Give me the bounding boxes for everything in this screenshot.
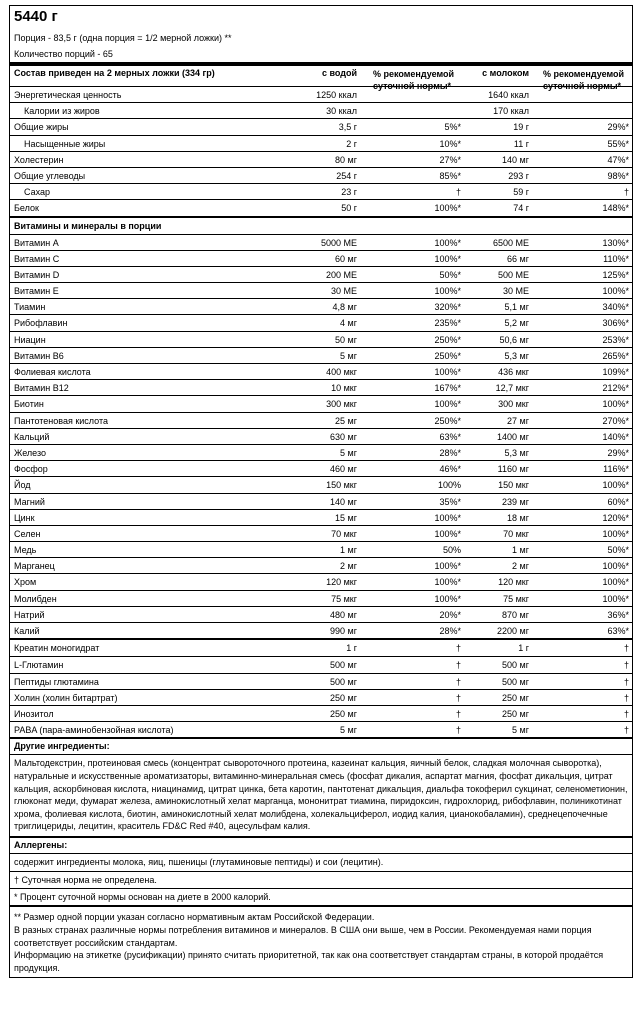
value-milk: 150 мкг [498, 480, 529, 491]
vitamin-row [10, 573, 632, 589]
value-milk: 5,3 мг [504, 447, 529, 458]
other-ingredients-text: Мальтодекстрин, протеиновая смесь (концентрат сывороточного протеина, казеинат кальция, яичный белок, сладкая молочная сыворотка), натуральные и искусственные ароматизаторы, витаминно-минеральная смесь (фосфат дикалия, аспартат магния, фосфат дикальция, цитрат кальция, аскорбиновая кислота, ниацинамид, цитрат цинка, бета каротин, пантотенат дикальция, диальфа токоферил сукцинат, селенометионин, глюконат меди, фумарат железа, аминокислотный хелат марганца, мононитрат тиамина, пиридоксин, гидрохлорид, рибофлавин, полиникотинат хрома, фолиевая кислота, биотин, аминокислотный хелат молибдена, холекальциферол, иодид калия, цианокобаламин), среднецепочечные триглицериды, лецитин, краситель FD&C Red #40, ацесульфам калия. [14, 758, 628, 832]
dv-milk: † [623, 660, 629, 671]
value-water: 70 мкг [331, 528, 357, 539]
dv-water: 100% [437, 480, 461, 491]
value-milk: 436 мкг [498, 367, 529, 377]
value-water: 3,5 г [338, 122, 357, 133]
macro-row [10, 102, 632, 118]
value-milk: 5,1 мг [504, 302, 529, 313]
nutrient-name: Калории из жиров [24, 106, 100, 117]
dv-water: 63%* [439, 431, 461, 442]
servings-count: Количество порций - 65 [14, 49, 113, 59]
star-note: * Процент суточной нормы основан на диете в 2000 калорий. [10, 888, 632, 905]
dv-water: † [455, 660, 461, 671]
value-milk: 18 мг [507, 512, 529, 523]
value-water: 630 мг [330, 431, 357, 442]
vitamin-row [10, 331, 632, 347]
nutrient-name: Витамин E [14, 286, 59, 297]
dv-milk: 125%* [602, 269, 629, 280]
dv-water: † [455, 187, 461, 198]
dv-milk: † [623, 187, 629, 198]
nutrient-name: Молибден [14, 593, 57, 604]
value-water: 990 мг [330, 626, 357, 636]
value-milk: 50,6 мг [499, 334, 529, 345]
product-weight: 5440 г [14, 8, 58, 25]
nutrient-name: Натрий [14, 609, 45, 620]
dv-water: 235%* [434, 318, 461, 329]
dv-milk: 47%* [607, 154, 629, 165]
value-water: 300 мкг [326, 399, 357, 410]
value-milk: 2 мг [512, 561, 529, 572]
value-milk: 239 мг [502, 496, 529, 507]
value-water: 60 мг [335, 253, 357, 264]
value-water: 5 мг [340, 447, 357, 458]
nutrient-name: Марганец [14, 561, 55, 572]
dv-milk: 60%* [607, 496, 629, 507]
vitamin-row [10, 622, 632, 638]
macros-section [10, 86, 632, 216]
dv-milk: 140%* [602, 431, 629, 442]
allergens [10, 836, 632, 872]
dv-milk: 340%* [602, 302, 629, 313]
nutrient-name: Креатин моногидрат [14, 643, 100, 654]
value-milk: 500 МЕ [497, 269, 529, 280]
dv-milk [533, 103, 632, 118]
dv-water: 100%* [434, 528, 461, 539]
nutrient-name: Витамин B6 [14, 350, 64, 361]
value-milk: 1 мг [512, 545, 529, 556]
dv-water: 35%* [439, 496, 461, 507]
dv-milk: 148%* [602, 203, 629, 214]
value-milk: 5,2 мг [504, 318, 529, 329]
dv-water: † [455, 643, 461, 654]
footer-notes [10, 905, 632, 977]
value-milk: 2200 мг [497, 626, 529, 636]
vitamin-row [10, 606, 632, 622]
vitamin-row [10, 234, 632, 250]
dv-water [361, 87, 464, 102]
vitamin-row [10, 379, 632, 395]
vitamin-row [10, 395, 632, 411]
value-milk: 1160 мг [497, 464, 529, 475]
nutrient-name: Белок [14, 203, 39, 214]
dv-water-header-line1: % рекомендуемой [373, 69, 455, 79]
dv-milk: † [623, 708, 629, 719]
dv-water: † [455, 725, 461, 736]
dv-water: 100%* [434, 286, 461, 297]
value-milk: 1 г [518, 643, 529, 654]
vitamin-row [10, 298, 632, 314]
value-milk: 5,3 мг [504, 350, 529, 361]
allergens-title: Аллергены: [10, 838, 632, 854]
dv-water: 10%* [439, 138, 461, 149]
nutrient-name: PABA (пара-аминобензойная кислота) [14, 725, 174, 736]
other-ingredients [10, 737, 632, 836]
vitamins-title: Витамины и минералы в порции [10, 216, 632, 234]
vitamin-row [10, 444, 632, 460]
dv-milk: 63%* [607, 626, 629, 636]
value-water: 50 мг [335, 334, 357, 345]
dv-water: 100%* [434, 577, 461, 588]
dv-water: 85%* [439, 170, 461, 181]
serving-size: Порция - 83,5 г (одна порция = 1/2 мерной ложки) ** [14, 33, 232, 43]
other-ingredients-title: Другие ингредиенты: [10, 739, 632, 755]
value-milk: 6500 МЕ [492, 237, 529, 248]
footer-line-2: В разных странах различные нормы потребления витаминов и минералов. В США они выше, чем в России. Рекомендуемая нами порция соответствует российским стандартам. [14, 925, 592, 948]
nutrient-name: Холестерин [14, 154, 64, 165]
value-milk: 30 МЕ [502, 286, 529, 297]
vitamin-row [10, 363, 632, 379]
dv-milk: 100%* [602, 528, 629, 539]
vitamin-row [10, 509, 632, 525]
nutrient-name: Фолиевая кислота [14, 367, 91, 377]
value-milk: 140 мг [502, 154, 529, 165]
dv-water: 27%* [439, 154, 461, 165]
dv-milk: 100%* [602, 577, 629, 588]
dv-water [361, 103, 464, 118]
dv-milk: 109%* [602, 367, 629, 377]
dv-milk: 29%* [607, 122, 629, 133]
dv-water: 28%* [439, 626, 461, 636]
value-milk: 74 г [513, 203, 529, 214]
nutrient-name: Железо [14, 447, 46, 458]
dv-water: 100%* [434, 561, 461, 572]
value-water: 4,8 мг [332, 302, 357, 313]
nutrient-name: Ниацин [14, 334, 46, 345]
dv-milk: 50%* [607, 545, 629, 556]
nutrient-name: Магний [14, 496, 45, 507]
nutrient-name: Общие углеводы [14, 170, 86, 181]
nutrient-name: Рибофлавин [14, 318, 68, 329]
nutrient-name: Пептиды глютамина [14, 676, 99, 687]
nutrient-name: Общие жиры [14, 122, 69, 133]
value-milk: 500 мг [502, 676, 529, 687]
dv-milk: † [623, 643, 629, 654]
footer-line-1: ** Размер одной порции указан согласно нормативным актам Российской Федерации. [14, 912, 375, 923]
nutrient-name: Селен [14, 528, 41, 539]
nutrient-name: Йод [14, 480, 31, 491]
dv-milk: 130%* [602, 237, 629, 248]
extra-row [10, 673, 632, 689]
dv-milk: 55%* [607, 138, 629, 149]
value-water: 5000 МЕ [320, 237, 357, 248]
vitamin-row [10, 460, 632, 476]
value-milk: 300 мкг [498, 399, 529, 410]
value-water: 10 мкг [331, 383, 357, 394]
value-water: 480 мг [330, 609, 357, 620]
nutrient-name: Цинк [14, 512, 35, 523]
dv-water: 100%* [434, 203, 461, 214]
value-water: 50 г [341, 203, 357, 214]
value-water: 250 мг [330, 708, 357, 719]
dv-water: 250%* [434, 334, 461, 345]
dv-milk: 100%* [602, 286, 629, 297]
value-water: 75 мкг [331, 593, 357, 604]
dv-water: 320%* [434, 302, 461, 313]
nutrient-name: Хром [14, 577, 37, 588]
composition-header: Состав приведен на 2 мерных ложки (334 гр) [14, 68, 215, 78]
footer-line-3: Информацию на этикетке (русификации) принято считать приоритетной, так как она соответствует стандартам страны, в которой продаётся продукция. [14, 950, 604, 973]
value-water: 254 г [336, 170, 357, 181]
dv-milk: 29%* [607, 447, 629, 458]
dv-milk-header-line1: % рекомендуемой [543, 69, 625, 79]
vitamin-row [10, 590, 632, 606]
nutrient-name: Инозитол [14, 708, 54, 719]
with-milk-header: с молоком [482, 68, 529, 78]
value-water: 460 мг [330, 464, 357, 475]
nutrient-name: Медь [14, 545, 37, 556]
dv-water: 250%* [434, 415, 461, 426]
value-water: 2 г [346, 138, 357, 149]
dv-water: 250%* [434, 350, 461, 361]
nutrient-name: Холин (холин битартрат) [14, 692, 118, 703]
value-milk: 1640 ккал [488, 90, 529, 100]
value-milk: 500 мг [502, 660, 529, 671]
value-milk: 250 мг [502, 708, 529, 719]
value-milk: 870 мг [502, 609, 529, 620]
dv-water: 100%* [434, 253, 461, 264]
value-milk: 27 мг [507, 415, 529, 426]
value-milk: 170 ккал [493, 106, 529, 117]
value-water: 500 мг [330, 676, 357, 687]
dv-milk: 120%* [602, 512, 629, 523]
dv-water: 100%* [434, 399, 461, 410]
nutrient-name: Витамин C [14, 253, 60, 264]
vitamins-section [10, 234, 632, 639]
value-milk: 75 мкг [503, 593, 529, 604]
dv-water: 5%* [444, 122, 461, 133]
nutrient-name: Кальций [14, 431, 50, 442]
table-header [10, 62, 632, 91]
dv-milk: † [623, 676, 629, 687]
vitamin-row [10, 250, 632, 266]
nutrient-name: Энергетическая ценность [14, 90, 122, 100]
value-water: 2 мг [340, 561, 357, 572]
value-milk: 5 мг [512, 725, 529, 736]
vitamin-row [10, 476, 632, 492]
dv-milk: 100%* [602, 399, 629, 410]
dv-water: 100%* [434, 512, 461, 523]
dv-milk: 253%* [602, 334, 629, 345]
value-water: 500 мг [330, 660, 357, 671]
macro-row [10, 199, 632, 215]
nutrient-name: L-Глютамин [14, 660, 64, 671]
dv-water: 50%* [439, 269, 461, 280]
dv-water: † [455, 692, 461, 703]
vitamin-row [10, 282, 632, 298]
vitamin-row [10, 347, 632, 363]
macro-row [10, 135, 632, 151]
value-milk: 120 мкг [498, 577, 529, 588]
vitamin-row [10, 525, 632, 541]
vitamin-row [10, 412, 632, 428]
macro-row [10, 167, 632, 183]
dv-water: 20%* [439, 609, 461, 620]
dv-milk: 270%* [602, 415, 629, 426]
value-water: 400 мкг [326, 367, 357, 377]
dv-water: † [455, 676, 461, 687]
value-milk: 293 г [508, 170, 529, 181]
value-water: 5 мг [340, 350, 357, 361]
nutrient-name: Витамин D [14, 269, 60, 280]
nutrient-name: Насыщенные жиры [24, 138, 106, 149]
dv-water: 167%* [434, 383, 461, 394]
value-water: 4 мг [340, 318, 357, 329]
value-water: 30 ккал [326, 106, 357, 117]
dv-water: 28%* [439, 447, 461, 458]
dv-milk: † [623, 692, 629, 703]
value-water: 120 мкг [326, 577, 357, 588]
extra-row [10, 656, 632, 672]
value-water: 23 г [341, 187, 357, 198]
dv-milk: 36%* [607, 609, 629, 620]
vitamin-row [10, 314, 632, 330]
dv-water: 46%* [439, 464, 461, 475]
dagger-note: † Суточная норма не определена. [10, 871, 632, 888]
dv-milk: 116%* [603, 464, 629, 475]
value-water: 1 г [346, 643, 357, 654]
vitamin-row [10, 541, 632, 557]
extra-row [10, 689, 632, 705]
value-water: 200 МЕ [325, 269, 357, 280]
dv-milk: 110%* [603, 253, 629, 264]
macro-row [10, 183, 632, 199]
dv-water: 100%* [434, 237, 461, 248]
vitamin-row [10, 266, 632, 282]
dv-water: 100%* [434, 593, 461, 604]
value-water: 15 мг [335, 512, 357, 523]
dv-milk: † [623, 725, 629, 736]
nutrient-name: Витамин B12 [14, 383, 69, 394]
dv-milk: 212%* [602, 383, 629, 394]
value-milk: 19 г [513, 122, 529, 133]
nutrient-name: Биотин [14, 399, 44, 410]
value-water: 25 мг [335, 415, 357, 426]
dv-milk: 100%* [602, 593, 629, 604]
dv-water-header-line2: суточной нормы* [373, 81, 452, 91]
dv-water: 100%* [434, 367, 461, 377]
value-milk: 59 г [513, 187, 529, 198]
extra-row [10, 705, 632, 721]
extra-row [10, 640, 632, 656]
dv-milk: 100%* [602, 480, 629, 491]
extras-section [10, 638, 632, 737]
dv-water: 50% [442, 545, 461, 556]
value-water: 250 мг [330, 692, 357, 703]
value-milk: 250 мг [502, 692, 529, 703]
value-water: 1 мг [340, 545, 357, 556]
value-milk: 11 г [513, 138, 529, 149]
with-water-header: с водой [321, 68, 357, 78]
vitamin-row [10, 493, 632, 509]
dv-milk: 265%* [602, 350, 629, 361]
dv-milk [533, 87, 632, 102]
value-milk: 70 мкг [503, 528, 529, 539]
vitamin-row [10, 557, 632, 573]
dv-milk: 100%* [602, 561, 629, 572]
nutrient-name: Пантотеновая кислота [14, 415, 108, 426]
nutrient-name: Фосфор [14, 464, 48, 475]
value-water: 30 МЕ [330, 286, 357, 297]
value-water: 80 мг [335, 154, 357, 165]
macro-row [10, 151, 632, 167]
dv-water: † [455, 708, 461, 719]
nutrient-name: Тиамин [14, 302, 46, 313]
macro-row [10, 118, 632, 134]
value-water: 1250 ккал [316, 90, 357, 100]
dv-milk: 98%* [607, 170, 629, 181]
nutrient-name: Калий [14, 626, 40, 636]
allergens-text: содержит ингредиенты молока, яиц, пшеницы (глутаминовые пептиды) и сои (лецитин). [14, 856, 384, 867]
macro-row [10, 86, 632, 102]
nutrition-label [9, 5, 633, 978]
dv-milk: 306%* [602, 318, 629, 329]
value-water: 150 мкг [326, 480, 357, 491]
vitamin-row [10, 428, 632, 444]
value-water: 140 мг [330, 496, 357, 507]
nutrient-name: Сахар [24, 187, 51, 198]
value-milk: 66 мг [507, 253, 529, 264]
value-milk: 1400 мг [497, 431, 529, 442]
value-water: 5 мг [340, 725, 357, 736]
value-milk: 12,7 мкг [495, 383, 529, 394]
dv-milk-header-line2: суточной нормы* [543, 81, 622, 91]
extra-row [10, 721, 632, 737]
nutrient-name: Витамин A [14, 237, 59, 248]
